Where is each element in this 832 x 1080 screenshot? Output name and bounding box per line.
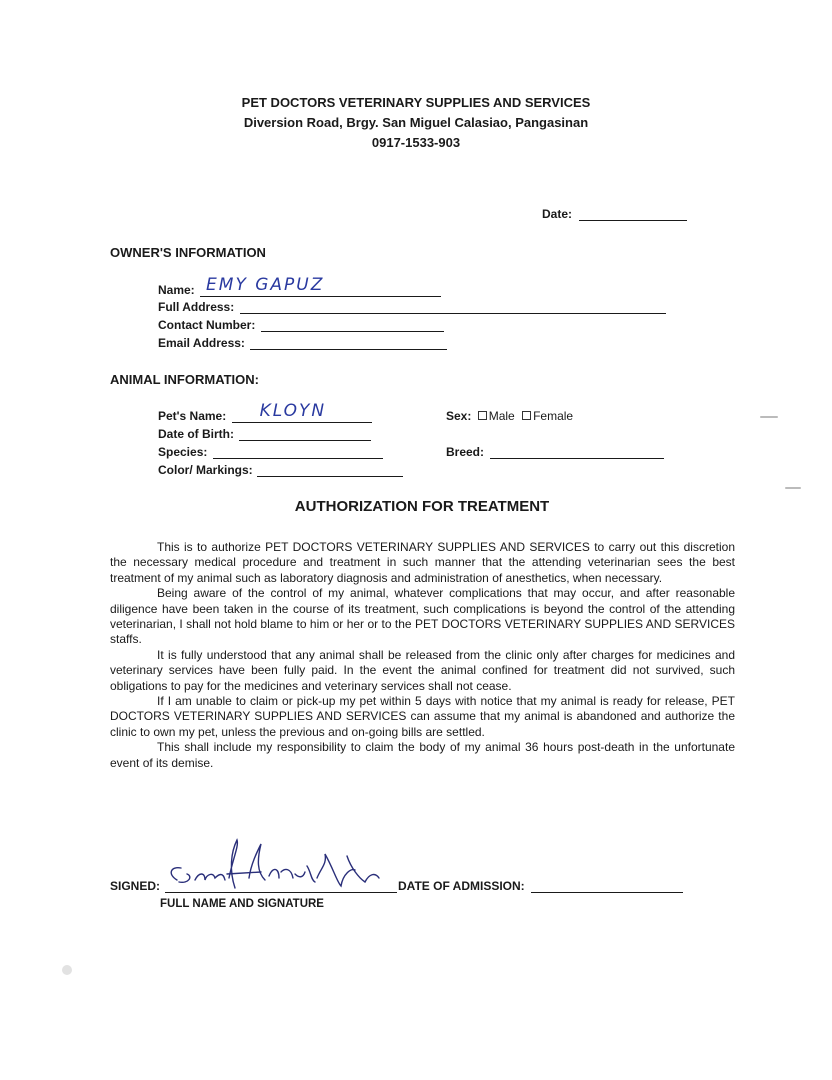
full-address-line[interactable] [240,300,666,314]
breed-line[interactable] [490,445,664,459]
male-checkbox[interactable] [478,411,487,420]
contact-number-label: Contact Number: [158,318,256,332]
breed-label: Breed: [446,445,485,459]
company-name: PET DOCTORS VETERINARY SUPPLIES AND SERVICES [241,95,591,110]
company-phone: 0917-1533-903 [371,135,461,150]
male-label: Male [488,409,515,423]
paragraph-complications: Being aware of the control of my animal, whatever complications that may occur, and after reasonable diligence have been taken in the course of its treatment, such complications is beyond the control of the attending veterinarian, I shall not hold blame to him or her or to the PET DOCTORS VETERINARY SUPPLIES AND SERVICES staffs. [110,586,735,647]
signed-label: SIGNED: [110,879,161,893]
pet-name-field[interactable] [158,401,372,423]
owner-name-line[interactable] [200,275,441,297]
email-address-label: Email Address: [158,336,245,350]
full-address-field[interactable] [158,300,666,314]
date-of-birth-field[interactable] [158,427,371,441]
owner-name-field[interactable] [158,275,441,297]
email-address-line[interactable] [250,336,447,350]
paragraph-post-death: This shall include my responsibility to claim the body of my animal 36 hours post-death in the unfortunate event of its demise. [110,740,735,770]
contact-number-field[interactable] [158,318,444,332]
color-markings-line[interactable] [257,463,403,477]
color-markings-field[interactable] [158,463,403,477]
sex-label: Sex: [446,409,472,423]
authorization-body [110,540,735,771]
pet-name-label: Pet's Name: [158,409,227,423]
date-of-birth-line[interactable] [239,427,371,441]
handwritten-signature [165,838,405,898]
species-field[interactable] [158,445,383,459]
admission-line[interactable] [531,879,683,893]
pet-name-handwritten: KLOYN [259,401,327,421]
species-line[interactable] [213,445,383,459]
admission-label: DATE OF ADMISSION: [398,879,525,893]
full-address-label: Full Address: [158,300,235,314]
color-markings-label: Color/ Markings: [158,463,253,477]
paper-mark [785,487,801,489]
paragraph-abandonment: If I am unable to claim or pick-up my pet within 5 days with notice that my animal is ready for release, PET DOCTORS VETERINARY SUPPLIES AND SERVICES can assume that my animal is abandoned and authorize the clinic to own my pet, unless the previous and on-going bills are settled. [110,694,735,739]
date-label: Date: [542,207,573,221]
company-address: Diversion Road, Brgy. San Miguel Calasiao, Pangasinan [243,115,589,130]
paragraph-authorize: This is to authorize PET DOCTORS VETERINARY SUPPLIES AND SERVICES to carry out this discretion the necessary medical procedure and treatment in such manner that the attending veterinarian sees the best treatment of my animal such as laboratory diagnosis and administration of anesthetics, when necessary. [110,540,735,585]
paper-blemish [62,965,72,975]
signature-caption: FULL NAME AND SIGNATURE [160,898,324,910]
authorization-title: AUTHORIZATION FOR TREATMENT [294,498,550,515]
animal-heading: ANIMAL INFORMATION: [110,372,259,387]
admission-field[interactable] [398,879,683,893]
owner-heading: OWNER'S INFORMATION [110,245,266,260]
date-of-birth-label: Date of Birth: [158,427,234,441]
date-field[interactable] [542,207,687,221]
breed-field[interactable] [446,445,664,459]
sex-field [446,409,573,423]
paragraph-release: It is fully understood that any animal shall be released from the clinic only after charges for medicines and veterinary services have been fully paid. In the event the animal confined for treatment did not survived, such obligations to pay for the medicines and veterinary services shall not cease. [110,647,735,693]
date-line[interactable] [579,207,687,221]
paper-mark [760,416,778,418]
species-label: Species: [158,445,208,459]
pet-name-line[interactable] [232,401,372,423]
owner-name-handwritten: EMY GAPUZ [206,275,325,295]
email-address-field[interactable] [158,336,447,350]
contact-number-line[interactable] [261,318,444,332]
female-label: Female [533,409,574,423]
owner-name-label: Name: [158,283,195,297]
female-checkbox[interactable] [522,411,531,420]
